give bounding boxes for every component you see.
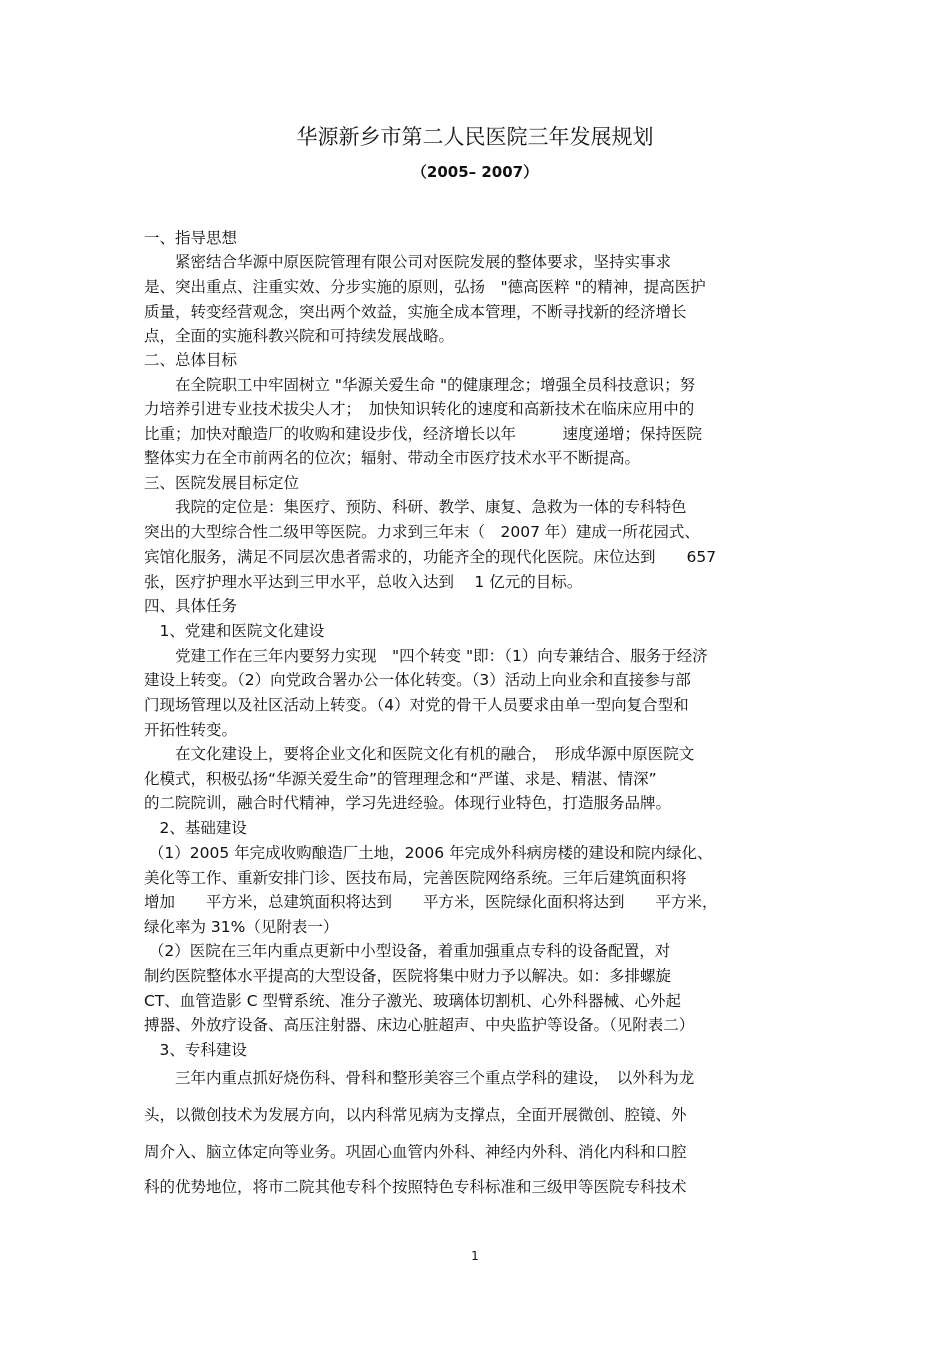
body-line: 质量，转变经营观念，突出两个效益，实施全成本管理，不断寻找新的经济增长 — [144, 303, 687, 321]
body-line: 化模式，积极弘扬“华源关爱生命”的管理理念和“严谨、求是、精湛、情深” — [144, 770, 657, 788]
body-line: 开拓性转变。 — [144, 721, 238, 739]
body-line: 党建工作在三年内要努力实现 "四个转变 "即：（1）向专兼结合、服务于经济 — [144, 647, 708, 665]
body-line: 在文化建设上，要将企业文化和医院文化有机的融合， 形成华源中原医院文 — [144, 745, 695, 763]
body-line: 三年内重点抓好烧伤科、骨科和整形美容三个重点学科的建设， 以外科为龙 — [144, 1069, 695, 1087]
body-line: 制约医院整体水平提高的大型设备，医院将集中财力予以解决。如：多排螺旋 — [144, 967, 672, 985]
body-line: 的二院院训，融合时代精神，学习先进经验。体现行业特色，打造服务品牌。 — [144, 794, 672, 812]
body-line: 力培养引进专业技术拔尖人才； 加快知识转化的速度和高新技术在临床应用中的 — [144, 400, 695, 418]
body-line: 三、医院发展目标定位 — [144, 474, 300, 492]
body-line: 3、专科建设 — [144, 1041, 247, 1059]
body-line: 建设上转变。（2）向党政合署办公一体化转变。（3）活动上向业余和直接参与部 — [144, 671, 691, 689]
document-subtitle: （2005– 2007） — [411, 163, 539, 181]
body-line: 增加 平方米，总建筑面积将达到 平方米，医院绿化面积将达到 平方米， — [144, 893, 718, 911]
body-line: 是、突出重点、注重实效、分步实施的原则，弘扬 "德高医粹 "的精神，提高医护 — [144, 278, 706, 296]
body-line: 一、指导思想 — [144, 229, 238, 247]
body-line: 突出的大型综合性二级甲等医院。力求到三年末（ 2007 年）建成一所花园式、 — [144, 523, 700, 541]
body-line: 紧密结合华源中原医院管理有限公司对医院发展的整体要求，坚持实事求 — [144, 253, 672, 271]
body-line: 科的优势地位，将市二院其他专科个按照特色专科标准和三级甲等医院专科技术 — [144, 1178, 687, 1196]
body-line: 1、党建和医院文化建设 — [144, 622, 325, 640]
body-line: 四、具体任务 — [144, 597, 238, 615]
body-line: 门现场管理以及社区活动上转变。（4）对党的骨干人员要求由单一型向复合型和 — [144, 696, 689, 714]
document-title: 华源新乡市第二人民医院三年发展规划 — [296, 125, 654, 149]
body-line: 整体实力在全市前两名的位次；辐射、带动全市医疗技术水平不断提高。 — [144, 449, 641, 467]
body-line: （2）医院在三年内重点更新中小型设备，着重加强重点专科的设备配置，对 — [144, 942, 671, 960]
body-line: 绿化率为 31%（见附表一） — [144, 918, 339, 936]
body-line: 点，全面的实施科教兴院和可持续发展战略。 — [144, 327, 455, 345]
body-line: 周介入、脑立体定向等业务。巩固心血管内外科、神经内外科、消化内科和口腔 — [144, 1143, 687, 1161]
body-line: 头，以微创技术为发展方向，以内科常见病为支撑点，全面开展微创、腔镜、外 — [144, 1106, 687, 1124]
body-line: 搏器、外放疗设备、高压注射器、床边心脏超声、中央监护等设备。（见附表二） — [144, 1016, 695, 1034]
body-line: 2、基础建设 — [144, 819, 247, 837]
body-line: （1）2005 年完成收购酿造厂土地，2006 年完成外科病房楼的建设和院内绿化、 — [144, 844, 713, 862]
body-line: 我院的定位是：集医疗、预防、科研、教学、康复、急救为一体的专科特色 — [144, 498, 687, 516]
body-line: 宾馆化服务，满足不同层次患者需求的，功能齐全的现代化医院。床位达到 657 — [144, 548, 717, 566]
body-line: CT、血管造影 C 型臂系统、准分子激光、玻璃体切割机、心外科器械、心外起 — [144, 992, 681, 1010]
body-line: 比重；加快对酿造厂的收购和建设步伐，经济增长以年 速度递增；保持医院 — [144, 425, 703, 443]
body-line: 在全院职工中牢固树立 "华源关爱生命 "的健康理念；增强全员科技意识；努 — [144, 376, 696, 394]
body-line: 美化等工作、重新安排门诊、医技布局，完善医院网络系统。三年后建筑面积将 — [144, 869, 687, 887]
page-number: 1 — [471, 1249, 479, 1263]
body-line: 二、总体目标 — [144, 351, 238, 369]
body-line: 张，医疗护理水平达到三甲水平，总收入达到 1 亿元的目标。 — [144, 573, 583, 591]
